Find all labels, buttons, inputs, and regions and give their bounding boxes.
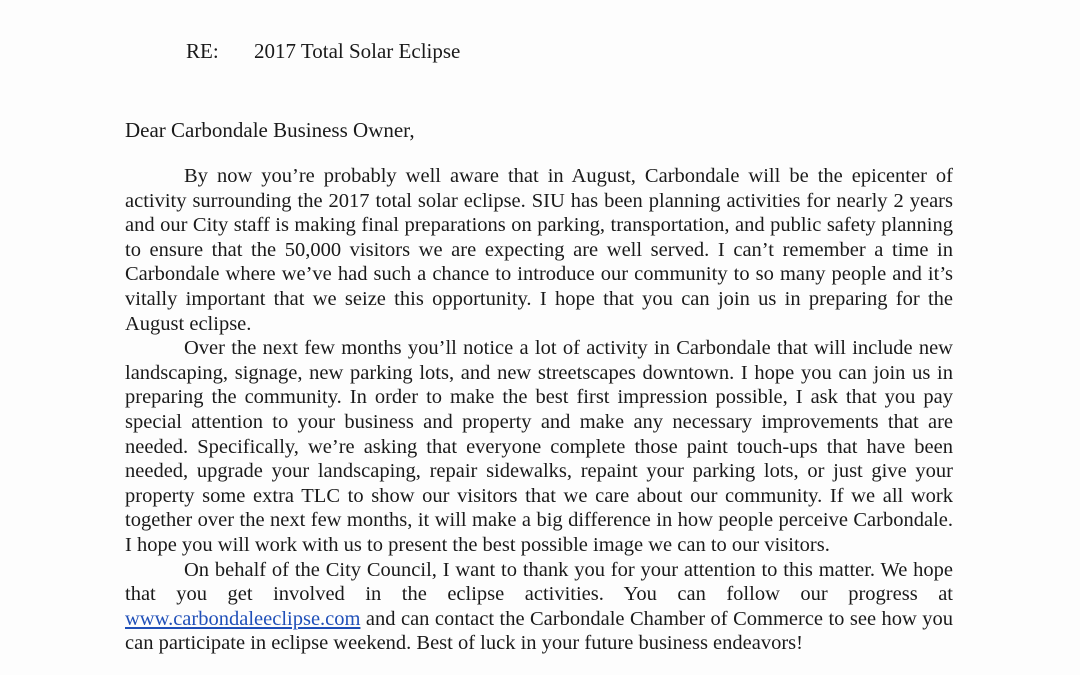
eclipse-website-link[interactable]: www.carbondaleeclipse.com (125, 607, 361, 630)
paragraph-3-end: and can contact the Carbondale Chamber of Commerce to see how you can participate in eclipse weekend. Best of luck in your future business endeavors! (125, 607, 953, 655)
paragraph-1: By now you’re probably well aware that in August, Carbondale will be the epicenter of activity surrounding the 2017 total solar eclipse. SIU has been planning activities for nearly 2 years and our City staff is making final preparations on parking, transportation, and public safety planning to ensure that the 50,000 visitors we are expecting are well served. I can’t remember a time in Carbondale where we’ve had such a chance to introduce our community to so many people and it’s vitally important that we seize this opportunity. I hope that you can join us in preparing for the August eclipse. (125, 165, 953, 335)
paragraph-3-start: On behalf of the City Council, I want to thank you for your attention to this matter. We hope that you get involved in the eclipse activities. You can follow our progress at (125, 558, 953, 606)
letter-body (125, 164, 953, 656)
re-subject: 2017 Total Solar Eclipse (254, 39, 461, 63)
salutation: Dear Carbondale Business Owner, (125, 118, 415, 142)
paragraph-2: Over the next few months you’ll notice a lot of activity in Carbondale that will include new landscaping, signage, new parking lots, and new streetscapes downtown. I hope you can join us in preparing the community. In order to make the best first impression possible, I ask that you pay special attention to your business and property and make any necessary improvements that are needed. Specifically, we’re asking that everyone complete those paint touch-ups that have been needed, upgrade your landscaping, repair sidewalks, repaint your parking lots, or just give your property some extra TLC to show our visitors that we care about our community. If we all work together over the next few months, it will make a big difference in how people perceive Carbondale. I hope you will work with us to present the best possible image we can to our visitors. (125, 337, 953, 556)
paragraph-3 (125, 558, 953, 656)
subject-line (186, 38, 460, 64)
re-label: RE: (186, 39, 219, 63)
